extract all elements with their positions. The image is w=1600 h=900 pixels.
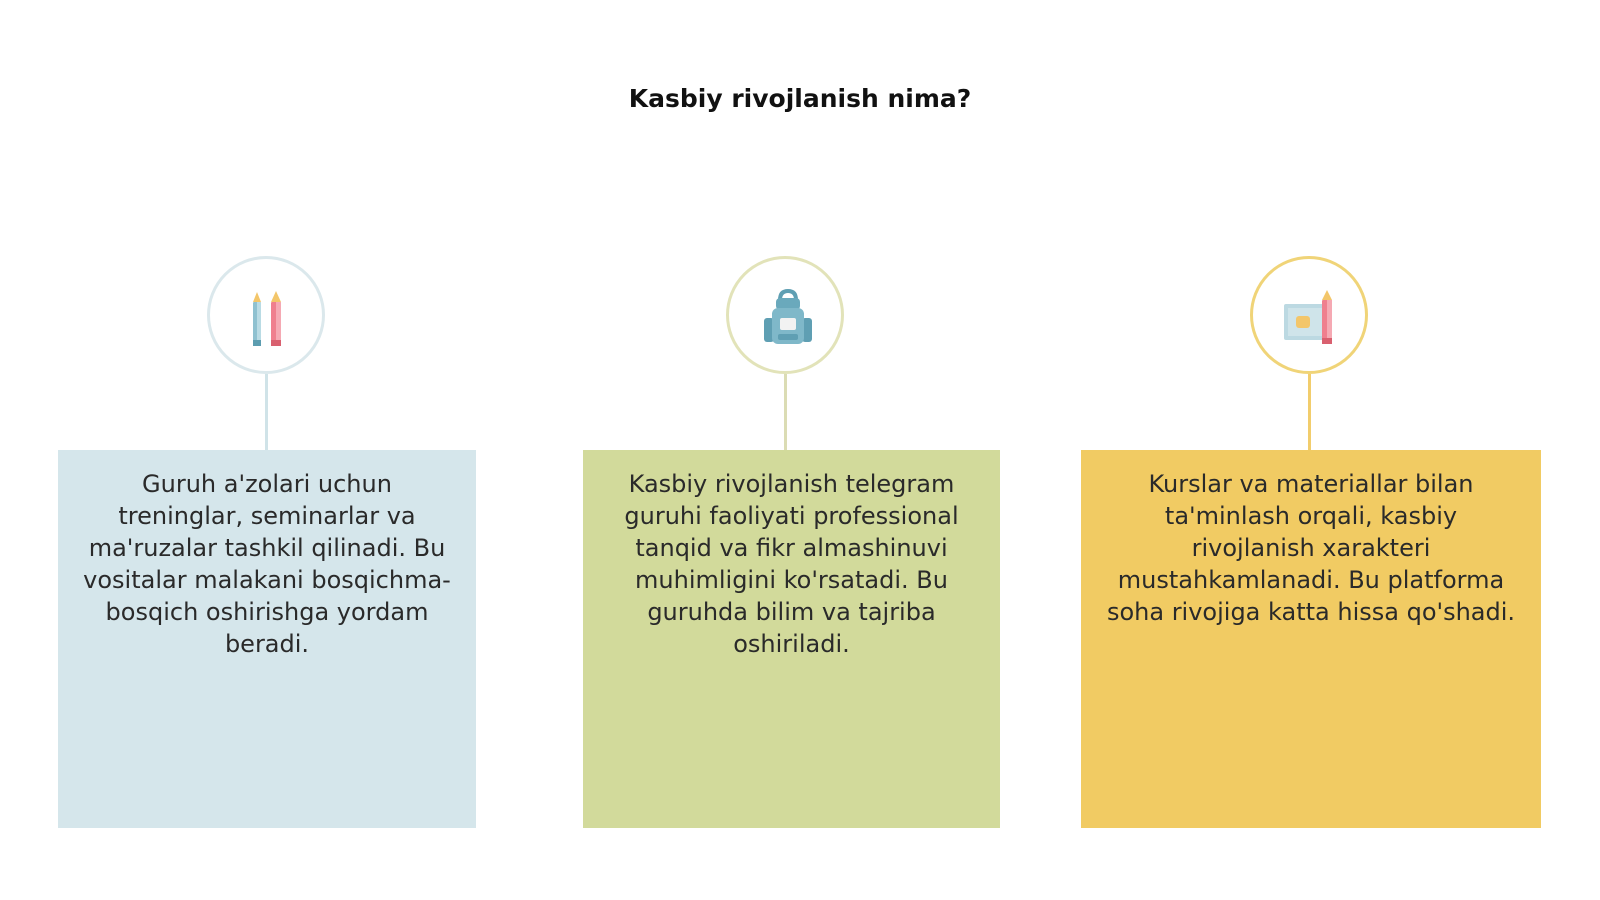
connector-line-3 xyxy=(1308,374,1311,450)
icon-circle-1 xyxy=(207,256,325,374)
info-card-2 xyxy=(583,450,1000,828)
connector-line-2 xyxy=(784,374,787,450)
card-text-1: Guruh a'zolari uchun treninglar, seminarlar va ma'ruzalar tashkil qilinadi. Bu vositalar malakani bosqichma-bosqich oshirishga yordam beradi. xyxy=(83,470,451,658)
connector-line-1 xyxy=(265,374,268,450)
info-card-1 xyxy=(58,450,476,828)
card-text-2: Kasbiy rivojlanish telegram guruhi faoliyati professional tanqid va fikr almashinuvi muhimligini ko'rsatadi. Bu guruhda bilim va tajriba oshiriladi. xyxy=(624,470,959,658)
backpack-icon xyxy=(758,288,818,348)
sketchbook-pencil-icon xyxy=(1282,288,1342,348)
info-card-3 xyxy=(1081,450,1541,828)
icon-circle-3 xyxy=(1250,256,1368,374)
page-title: Kasbiy rivojlanish nima? xyxy=(628,84,972,113)
pencils-icon xyxy=(239,288,299,348)
icon-circle-2 xyxy=(726,256,844,374)
card-text-3: Kurslar va materiallar bilan ta'minlash orqali, kasbiy rivojlanish xarakteri mustahkamlanadi. Bu platforma soha rivojiga katta hissa qo'shadi. xyxy=(1106,470,1516,626)
